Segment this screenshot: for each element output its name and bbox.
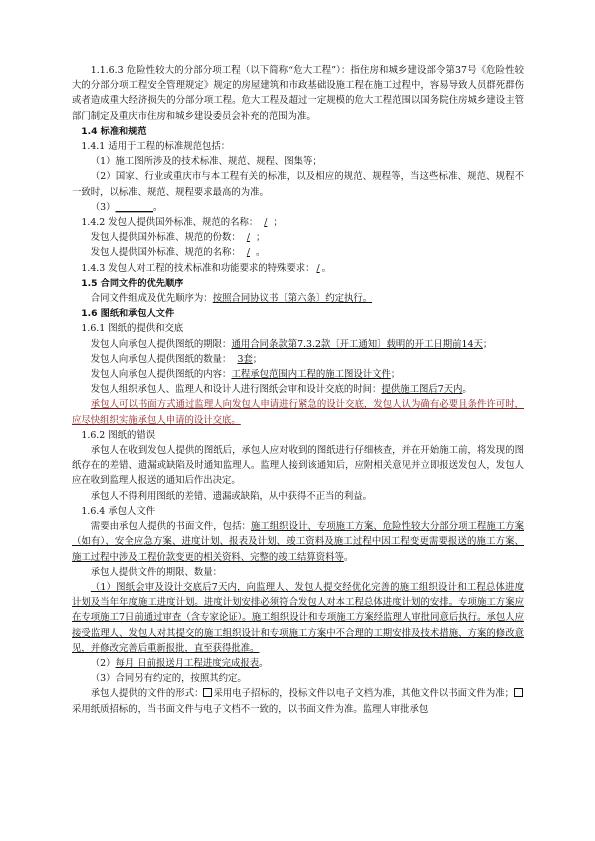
foreign-names-end: 。: [255, 247, 266, 259]
clause-162: 1.6.2 图纸的错误: [81, 429, 156, 441]
clause-161: 1.6.1 图纸的提供和交底: [81, 323, 184, 335]
drawing-errors: 承包人在收到发包人提供的图纸后，承包人应对收到的图纸进行仔细核查，并在开始施工前，将发现的图纸存在的差错、遗漏或缺陷及时通知监理人。监理人接到该通知后，应附相关意见并立即报送发包人，发包人应在收到监理人报送的通知后作出决定。: [72, 445, 524, 487]
item3-prefix: （3）: [90, 201, 116, 213]
foreign-names-label: 发包人提供国外标准、规范的名称：: [90, 247, 241, 259]
drawing-content-value: 工程承包范围内工程的施工图设计文件: [231, 369, 391, 381]
drawing-quantity-end: ；: [252, 353, 263, 365]
drawing-deadline-value: 通用合同条款第7.3.2款〔开工通知〕载明的开工日期前14天: [231, 338, 483, 350]
foreign-copies-label: 发包人提供国外标准、规范的份数：: [90, 232, 241, 244]
clause-164: 1.6.4 承包人文件: [81, 505, 156, 517]
submission-item-2-value: 每月 日前报送月工程进度完成报表: [115, 657, 260, 669]
item3-blank: ________: [115, 201, 154, 213]
drawing-review-end: 。: [462, 384, 472, 396]
drawing-review-label: 发包人组织承包人、监理人和设计人进行图纸会审和设计交底的时间：: [90, 384, 382, 396]
standards-item-3: [72, 200, 524, 215]
checkbox-icon: [514, 688, 523, 697]
clause-142-value: /: [264, 217, 268, 229]
foreign-copies-value: /: [246, 232, 250, 244]
priority-order: [72, 291, 524, 306]
emergency-disclosure: 承包人可以书面方式通过监理人向发包人申请进行紧急的设计交底，发包人认为确有必要且条件许可时，应尽快组织实施承包人申请的设计交底。: [72, 399, 524, 426]
document-form-label: 承包人提供的文件的形式：: [90, 688, 204, 700]
clause-142-end: ；: [273, 217, 283, 229]
drawing-deadline: [72, 337, 524, 352]
submission-item-2: [72, 656, 524, 671]
drawing-content-end: ；: [390, 369, 401, 381]
drawing-review-value: 提供施工图后7天内: [381, 384, 463, 396]
drawing-deadline-end: ；: [482, 338, 493, 350]
drawing-quantity-label: 发包人向承包人提供图纸的数量：: [90, 353, 232, 365]
priority-order-value: 按照合同协议书〔第六条〕约定执行。: [212, 293, 373, 305]
clause-143-end: 。: [321, 262, 332, 274]
contractor-documents-label: 需要由承包人提供的书面文件，包括：: [90, 521, 251, 533]
priority-order-label: 合同文件组成及优先顺序为：: [90, 293, 213, 305]
clause-142-label: 1.4.2 发包人提供国外标准、规范的名称：: [81, 217, 259, 229]
no-improper-profit: 承包人不得利用图纸的差错、遗漏或缺陷，从中获得不正当的利益。: [90, 490, 373, 502]
heading-1-5: 1.5 合同文件的优先顺序: [81, 277, 184, 289]
contractor-documents-end: 。: [343, 551, 354, 563]
submission-item-3: （3）合同另有约定的，按照其约定。: [90, 673, 247, 685]
drawing-content-label: 发包人向承包人提供图纸的内容：: [90, 369, 232, 381]
document-page: [72, 63, 524, 717]
clause-141: 1.4.1 适用于工程的标准规范包括：: [81, 141, 231, 153]
clause-143-label: 1.4.3 发包人对工程的技术标准和功能要求的特殊要求：: [81, 262, 315, 274]
contractor-documents: [72, 519, 524, 565]
clause-143: [72, 261, 524, 276]
foreign-copies-end: ；: [255, 232, 266, 244]
drawing-content: [72, 367, 524, 382]
document-form: [72, 686, 524, 716]
contractor-documents-value: 施工组织设计、专项施工方案、危险性较大分部分项工程施工方案（如有）、安全应急方案、进度计划、报表及计划、竣工资料及施工过程中因工程变更需要报送的施工方案、施工过程中涉及工程价款变更的相关资料、完整的竣工结算资料等: [72, 521, 524, 563]
submission-period: 承包人提供文件的期限、数量：: [90, 566, 223, 578]
clause-1163: 1.1.6.3 危险性较大的分部分项工程（以下简称“危大工程”）：指住房和城乡建设部令第37号《危险性较大的分部分项工程安全管理规定》规定的房屋建筑和市政基础设施工程在施工过程中，容易导致人员群死群伤或者造成重大经济损失的分部分项工程。危大工程及超过一定规模的危大工程范围以国务院住房城乡建设主管部门制定及重庆市住房和城乡建设委员会补充的范围为准。: [72, 65, 524, 122]
submission-item-1: （1）图纸会审及设计交底后7天内，向监理人、发包人提交经优化完善的施工组织设计和工程总体进度计划及当年年度施工进度计划。进度计划安排必须符合发包人对本工程总体进度计划的安排。专项施工方案应在专项施工7日前通过审查（含专家论证）。施工组织设计和专项施工方案经监理人审批同意后执行。承包人应接受监理人、发包人对其提交的施工组织设计和专项施工方案中不合理的工期安排及技术措施、方案的修改意见，并修改完善后重新报批，直至获得批准。: [72, 581, 524, 654]
submission-item-2-prefix: （2）: [90, 657, 116, 669]
foreign-copies: [72, 230, 524, 245]
drawing-quantity-value: 3套: [237, 353, 253, 365]
heading-1-4: 1.4 标准和规范: [81, 125, 147, 137]
drawing-quantity: [72, 352, 524, 367]
clause-143-value: /: [316, 262, 320, 274]
checkbox-icon: [203, 688, 212, 697]
standards-item-1: （1）施工图所涉及的技术标准、规范、规程、图集等；: [90, 156, 322, 168]
document-form-electronic: 采用电子招标的，投标文件以电子文档为准，其他文件以书面文件为准；: [213, 688, 514, 700]
drawing-deadline-label: 发包人向承包人提供图纸的期限：: [90, 338, 232, 350]
document-form-paper: 采用纸质招标的，当书面文件与电子文档不一致的，以书面文件为准。监理人审批承包: [72, 703, 429, 715]
clause-142: [72, 215, 524, 230]
heading-1-6: 1.6 图纸和承包人文件: [81, 308, 175, 320]
foreign-names-value: /: [246, 247, 250, 259]
submission-item-2-end: 。: [259, 657, 269, 669]
drawing-review: [72, 382, 524, 397]
standards-item-2: （2）国家、行业或重庆市与本工程有关的标准，以及相应的规范、规程等，当这些标准、规范、规程不一致时，以标准、规范、规程要求最高的为准。: [72, 171, 524, 198]
foreign-names: [72, 245, 524, 260]
item3-end: 。: [153, 201, 163, 213]
